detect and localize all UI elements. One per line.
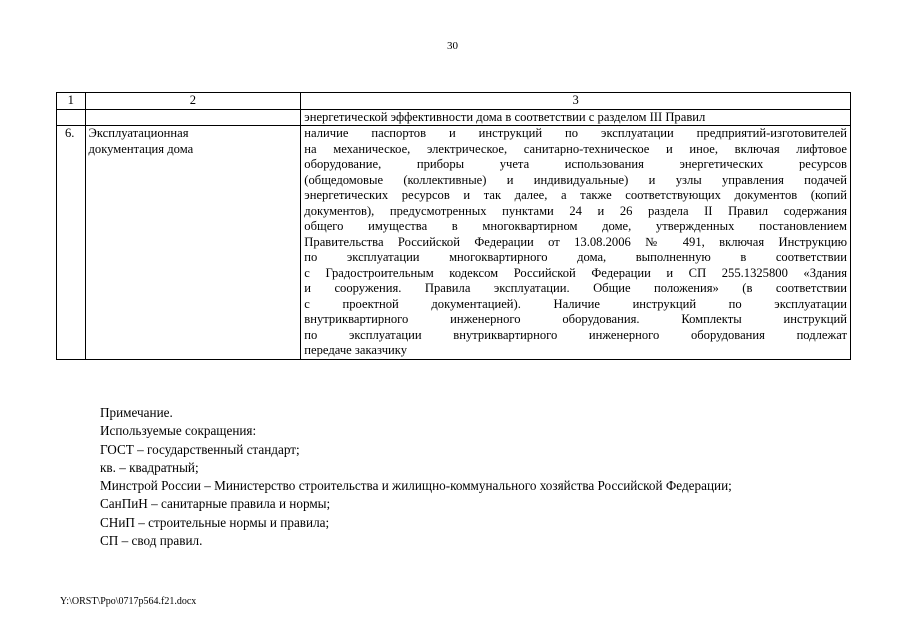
description-line: с Градостроительным кодексом Российской Федерации и СП 255.1325800 «Здания bbox=[304, 265, 847, 280]
description-line: оборудование, приборы учета использования энергетических ресурсов bbox=[304, 157, 847, 171]
row-description bbox=[301, 126, 851, 360]
description-line: внутриквартирного инженерного оборудования. Комплекты инструкций bbox=[304, 312, 847, 326]
notes-line: СНиП – строительные нормы и правила; bbox=[100, 514, 330, 530]
continuation-cell-2 bbox=[85, 109, 301, 126]
notes-section bbox=[100, 404, 732, 550]
description-line: по эксплуатации внутриквартирного инженерного оборудования подлежат bbox=[304, 327, 847, 342]
description-line: энергетических ресурсов и так далее, а также соответствующих документов (копий bbox=[304, 188, 847, 202]
description-line: Правительства Российской Федерации от 13.08.2006 № 491, включая Инструкцию bbox=[304, 234, 847, 249]
row-name-line: Эксплуатационная bbox=[88, 126, 189, 140]
description-line: по эксплуатации многоквартирного дома, выполненную в соответствии bbox=[304, 250, 847, 264]
notes-line: ГОСТ – государственный стандарт; bbox=[100, 441, 300, 457]
header-cell-3: 3 bbox=[301, 93, 851, 110]
table-header-row bbox=[57, 93, 851, 110]
continuation-row bbox=[57, 109, 851, 126]
description-line: и сооружения. Правила эксплуатации. Общие положения» (в соответствии bbox=[304, 281, 847, 295]
row-name bbox=[85, 126, 301, 360]
footer-file-path: Y:\ORST\Ppo\0717p564.f21.docx bbox=[60, 596, 197, 607]
description-line: на механическое, электрическое, санитарно-техническое и иное, включая лифтовое bbox=[304, 141, 847, 156]
notes-title: Примечание. bbox=[100, 405, 173, 420]
description-line: документов), предусмотренных пунктами 24 и 26 раздела II Правил содержания bbox=[304, 203, 847, 218]
description-line: (общедомовые (коллективные) и индивидуальные) и узлы управления подачей bbox=[304, 172, 847, 187]
table-row bbox=[57, 126, 851, 360]
page-number: 30 bbox=[447, 40, 458, 52]
row-number: 6. bbox=[57, 126, 86, 360]
notes-line: кв. – квадратный; bbox=[100, 459, 199, 475]
row-name-line: документация дома bbox=[88, 141, 194, 156]
notes-line: Используемые сокращения: bbox=[100, 423, 257, 439]
continuation-text: энергетической эффективности дома в соответствии с разделом III Правил bbox=[301, 109, 851, 126]
description-line: наличие паспортов и инструкций по эксплуатации предприятий-изготовителей bbox=[304, 126, 847, 140]
notes-line: СанПиН – санитарные правила и нормы; bbox=[100, 496, 331, 512]
header-cell-1: 1 bbox=[57, 93, 86, 110]
description-line: передаче заказчику bbox=[304, 343, 408, 357]
continuation-cell-1 bbox=[57, 109, 86, 126]
description-line: общего имущества в многоквартирном доме, утвержденных постановлением bbox=[304, 219, 847, 233]
description-line: с проектной документацией). Наличие инструкций по эксплуатации bbox=[304, 296, 847, 311]
document-table bbox=[56, 92, 851, 360]
header-cell-2: 2 bbox=[85, 93, 301, 110]
notes-line: Минстрой России – Министерство строительства и жилищно-коммунального хозяйства Российской Федерации; bbox=[100, 478, 732, 494]
notes-line: СП – свод правил. bbox=[100, 533, 203, 549]
